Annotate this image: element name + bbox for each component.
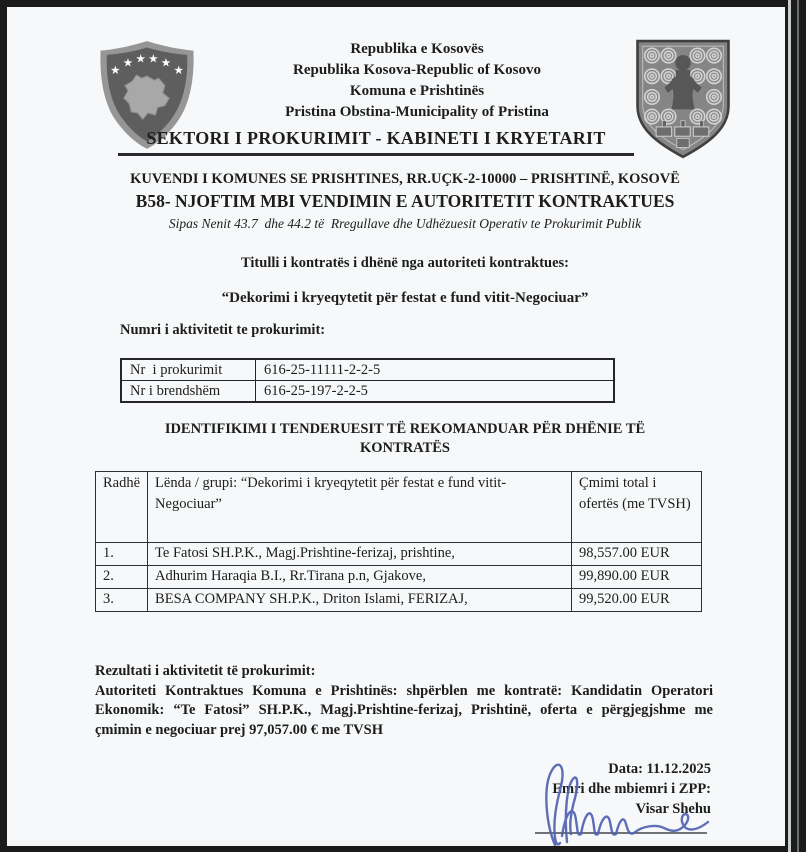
signature-date: Data: 11.12.2025 bbox=[608, 761, 711, 777]
notice-title: B58- NJOFTIM MBI VENDIMIN E AUTORITETIT KONTRAKTUES bbox=[135, 191, 675, 211]
bidders-table bbox=[95, 471, 702, 612]
document-page bbox=[7, 7, 785, 846]
internal-number-label: Nr i brendshëm bbox=[121, 381, 256, 403]
table-row bbox=[121, 381, 614, 403]
table-header-row bbox=[96, 472, 702, 543]
procurement-numbers-table bbox=[120, 358, 615, 403]
legal-basis-line: Sipas Nenit 43.7 dhe 44.2 të Rregullave dhe Udhëzuesit Operativ te Prokurimit Publik bbox=[168, 216, 642, 231]
bidder-cell: Adhurim Haraqia B.I., Rr.Tirana p.n, Gjakove, bbox=[148, 566, 572, 589]
header-subject: Lënda / grupi: “Dekorimi i kryeqytetit për festat e fund vitit-Negociuar” bbox=[148, 472, 572, 543]
department-title: SEKTORI I PROKURIMIT - KABINETI I KRYETARIT bbox=[146, 128, 606, 148]
scan-edge-shadow bbox=[797, 0, 799, 852]
authority-address-line: KUVENDI I KOMUNES SE PRISHTINES, RR.UÇK-2-10000 – PRISHTINË, KOSOVË bbox=[130, 171, 680, 187]
scan-edge-highlight bbox=[788, 0, 791, 852]
rank-cell: 2. bbox=[96, 566, 148, 589]
org-line-republic-sq: Republika e Kosovës bbox=[350, 41, 484, 57]
svg-text:★: ★ bbox=[148, 51, 159, 66]
org-line-municipality-en: Pristina Obstina-Municipality of Pristina bbox=[285, 104, 549, 120]
org-line-republic-en: Republika Kosova-Republic of Kosovo bbox=[293, 62, 541, 78]
table-row bbox=[121, 359, 614, 381]
bidder-cell: Te Fatosi SH.P.K., Magj.Prishtine-ferizaj, prishtine, bbox=[148, 543, 572, 566]
signature-officer-name: Visar Shehu bbox=[635, 801, 711, 817]
svg-text:★: ★ bbox=[135, 51, 146, 66]
header-rank: Radhë bbox=[96, 472, 148, 543]
result-text: Autoriteti Kontraktues Komuna e Prishtinës: shpërblen me kontratë: Kandidatin Operatori Ekonomik: “Te Fatosi” SH.P.K., Magj.Prishtine-ferizaj, Prishtinë, oferta e përgjegjshme me çmimin e negociuar prej 97,057.00 € me TVSH bbox=[95, 682, 713, 738]
price-cell: 99,520.00 EUR bbox=[572, 589, 702, 612]
department-underline bbox=[118, 153, 634, 156]
contract-title-label: Titulli i kontratës i dhënë nga autoriteti kontraktues: bbox=[240, 255, 569, 271]
signature-ink bbox=[522, 752, 722, 846]
internal-number-value: 616-25-197-2-2-5 bbox=[256, 381, 615, 403]
table-row bbox=[96, 543, 702, 566]
table-row bbox=[96, 566, 702, 589]
organization-titles bbox=[203, 38, 631, 123]
bidder-cell: BESA COMPANY SH.P.K., Driton Islami, FERIZAJ, bbox=[148, 589, 572, 612]
rank-cell: 3. bbox=[96, 589, 148, 612]
contract-title: “Dekorimi i kryeqytetit për festat e fund vitit-Negociuar” bbox=[221, 290, 589, 306]
svg-text:★: ★ bbox=[160, 55, 172, 70]
procurement-number-value: 616-25-11111-2-2-5 bbox=[256, 359, 615, 381]
activity-number-label: Numri i aktivitetit te prokurimit: bbox=[120, 322, 326, 338]
svg-text:★: ★ bbox=[173, 62, 184, 77]
price-cell: 99,890.00 EUR bbox=[572, 566, 702, 589]
result-block bbox=[95, 662, 713, 740]
signature-officer-label: Emri dhe mbiemri i ZPP: bbox=[552, 781, 711, 797]
table-row bbox=[96, 589, 702, 612]
price-cell: 98,557.00 EUR bbox=[572, 543, 702, 566]
result-label: Rezultati i aktivitetit të prokurimit: bbox=[95, 663, 316, 679]
rank-cell: 1. bbox=[96, 543, 148, 566]
identification-heading: IDENTIFIKIMI I TENDERUESIT TË REKOMANDUAR PËR DHËNIE TË KONTRATËS bbox=[164, 421, 646, 456]
procurement-number-label: Nr i prokurimit bbox=[121, 359, 256, 381]
org-line-municipality-sq: Komuna e Prishtinës bbox=[349, 83, 485, 99]
header-total-price: Çmimi total i ofertës (me TVSH) bbox=[572, 472, 702, 543]
svg-text:★: ★ bbox=[122, 55, 134, 70]
svg-text:★: ★ bbox=[110, 62, 121, 77]
